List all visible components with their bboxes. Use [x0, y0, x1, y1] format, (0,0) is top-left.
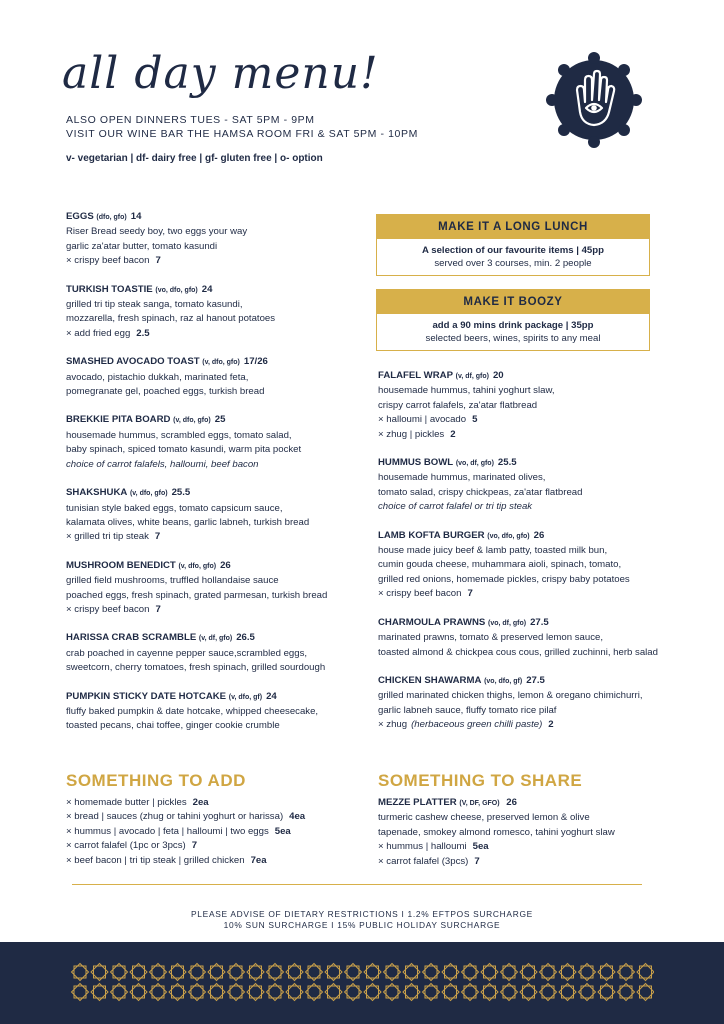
pattern-tile [306, 984, 323, 1001]
addon-text: × crispy beef bacon [66, 255, 150, 267]
item-name: MEZZE PLATTER [378, 797, 457, 808]
pattern-tile [462, 964, 479, 981]
item-name: MUSHROOM BENEDICT [66, 559, 176, 571]
item-price: 27.5 [530, 616, 549, 628]
pattern-tile [403, 964, 420, 981]
geometric-pattern-icon [70, 962, 654, 1002]
share-list [378, 796, 678, 869]
footer [0, 909, 724, 931]
pattern-tile [618, 964, 635, 981]
item-desc: housemade hummus, marinated olives, [378, 472, 546, 484]
menu-item [378, 616, 678, 660]
item-desc: tunisian style baked eggs, tomato capsicum sauce, [66, 502, 283, 514]
item-name: HUMMUS BOWL [378, 457, 454, 469]
item-header [66, 355, 356, 370]
pattern-tile [442, 984, 459, 1001]
menu-item [378, 674, 678, 733]
menu-item [378, 369, 678, 442]
addon-price: 5ea [472, 841, 489, 853]
add-item [66, 825, 366, 839]
item-desc: turmeric cashew cheese, preserved lemon & olive [378, 812, 590, 824]
hamsa-hand-icon [544, 50, 644, 150]
item-price: 25.5 [171, 487, 191, 499]
pattern-tile [618, 984, 635, 1001]
item-tags: (vo, dfo, gfo) [487, 532, 530, 540]
item-desc: toasted almond & chickpea cous cous, grilled zuchinni, herb salad [378, 646, 658, 658]
item-header [378, 456, 678, 471]
item-desc: avocado, pistachio dukkah, marinated feta, [66, 371, 249, 383]
pattern-tile [637, 964, 654, 981]
pattern-tile [501, 984, 518, 1001]
pattern-tile [520, 964, 537, 981]
item-desc: grilled red onions, homemade pickles, crispy baby potatoes [378, 573, 630, 585]
add-item [66, 810, 366, 824]
item-header [66, 283, 356, 298]
menu-item [66, 283, 356, 342]
pattern-tile [130, 964, 147, 981]
item-desc: house made juicy beef & lamb patty, toasted milk bun, [378, 545, 608, 557]
item-name: CHICKEN SHAWARMA [378, 674, 482, 686]
item-price: 27.5 [526, 674, 545, 686]
addon-price: 2 [548, 719, 554, 731]
pattern-tile [637, 984, 654, 1001]
item-name: LAMB KOFTA BURGER [378, 529, 485, 541]
something-to-share-title: SOMETHING TO SHARE [378, 771, 583, 790]
item-price: 25.5 [497, 457, 517, 469]
left-menu [66, 210, 356, 748]
item-tags: (v, dfo, gfo) [202, 359, 240, 367]
pattern-tile [384, 964, 401, 981]
item-price: 24 [266, 690, 277, 702]
item-price: 24 [201, 283, 213, 295]
item-desc: Riser Bread seedy boy, two eggs your way [66, 226, 248, 238]
add-item [66, 796, 366, 810]
pattern-tile [540, 964, 557, 981]
item-desc: sweetcorn, cherry tomatoes, fresh spinach, grilled sourdough [66, 662, 326, 674]
menu-item [66, 559, 356, 618]
item-header [378, 674, 678, 689]
item-price: 26 [220, 559, 231, 571]
item-desc: kalamata olives, white beans, garlic labneh, turkish bread [66, 516, 310, 528]
pattern-tile [228, 964, 245, 981]
pattern-tile [598, 964, 615, 981]
boozy-title: MAKE IT BOOZY [377, 290, 649, 314]
item-desc: baby spinach, spiced tomato kasundi, warm pita pocket [66, 444, 302, 456]
long-lunch-box [376, 214, 650, 276]
addon-text: × add fried egg [66, 327, 131, 339]
item-header [378, 369, 678, 384]
pattern-tile [72, 964, 89, 981]
pattern-tile [111, 964, 128, 981]
menu-item [66, 413, 356, 472]
item-name: SHAKSHUKA [66, 487, 128, 499]
pattern-tile [481, 984, 498, 1001]
item-addon [378, 428, 678, 442]
item-name: CHARMOULA PRAWNS [378, 616, 486, 628]
item-name: BREKKIE PITA BOARD [66, 414, 171, 426]
item-tags: (v, dfo, gfo) [129, 490, 168, 498]
addon-text: × crispy beef bacon [378, 588, 462, 600]
pattern-tile [189, 964, 206, 981]
item-tags: (V, DF, GFO) [459, 800, 500, 807]
pattern-tile [325, 964, 342, 981]
item-header [66, 690, 356, 705]
item-price: 25 [214, 414, 226, 426]
item-tags: (dfo, gfo) [96, 214, 127, 221]
item-price: 20 [492, 370, 504, 381]
item-desc: tapenade, smokey almond romesco, tahini yoghurt slaw [378, 826, 615, 838]
pattern-tile [267, 984, 284, 1001]
boozy-offer: add a 90 mins drink package | 35pp [432, 320, 594, 331]
item-tags: (v, df, gfo) [455, 373, 489, 380]
item-desc: garlic labneh sauce, fluffy tomato rice pilaf [378, 704, 557, 716]
menu-item [66, 210, 356, 269]
pattern-tile [520, 984, 537, 1001]
item-name: FALAFEL WRAP [378, 370, 453, 381]
long-lunch-detail: served over 3 courses, min. 2 people [434, 258, 592, 269]
addon-text: × beef bacon | tri tip steak | grilled chicken [66, 854, 245, 866]
item-addon [378, 413, 678, 427]
item-price: 26 [533, 529, 545, 541]
item-header [66, 559, 356, 574]
boozy-detail: selected beers, wines, spirits to any meal [425, 333, 601, 344]
item-header [378, 616, 678, 631]
item-desc: crab poached in cayenne pepper sauce,scrambled eggs, [66, 647, 308, 659]
boozy-box [376, 289, 650, 351]
dietary-key: v- vegetarian | df- dairy free | gf- gluten free | o- option [66, 153, 323, 164]
item-desc: housemade hummus, tahini yoghurt slaw, [378, 385, 555, 397]
addon-text: × zhug | pickles [378, 428, 445, 440]
pattern-tile [384, 984, 401, 1001]
add-item [66, 854, 366, 868]
long-lunch-title: MAKE IT A LONG LUNCH [377, 215, 649, 239]
item-desc: garlic za'atar butter, tomato kasundi [66, 240, 218, 252]
item-tags: (vo, df, gfo) [487, 619, 527, 627]
addon-price: 7ea [250, 854, 267, 866]
addon-text: × carrot falafel (1pc or 3pcs) [66, 840, 186, 852]
dinner-hours: ALSO OPEN DINNERS TUES - SAT 5PM - 9PM [66, 114, 315, 126]
footer-line-2: 10% SUN SURCHARGE I 15% PUBLIC HOLIDAY SURCHARGE [223, 920, 501, 930]
item-desc: pomegranate gel, poached eggs, turkish bread [66, 386, 265, 398]
menu-item [66, 486, 356, 545]
addon-price: 2.5 [136, 327, 150, 339]
item-addon [378, 587, 678, 601]
pattern-tile [403, 984, 420, 1001]
item-header [66, 486, 356, 501]
pattern-tile [501, 964, 518, 981]
item-tags: (v, dfo, gfo) [178, 562, 217, 570]
pattern-tile [208, 964, 225, 981]
item-addon [66, 327, 356, 341]
addon-text: × crispy beef bacon [66, 603, 150, 615]
item-header [66, 631, 356, 646]
addon-price: 7 [191, 840, 198, 852]
item-desc: poached eggs, fresh spinach, grated parmesan, turkish bread [66, 589, 328, 601]
pattern-tile [150, 964, 167, 981]
addon-price: 4ea [289, 811, 306, 823]
addon-note: (herbaceous green chilli paste) [411, 719, 543, 731]
pattern-tile [72, 984, 89, 1001]
addon-text: × carrot falafel (3pcs) [378, 855, 469, 867]
item-desc: fluffy baked pumpkin & date hotcake, whipped cheesecake, [66, 705, 319, 717]
item-addon [66, 254, 356, 268]
pattern-tile [462, 984, 479, 1001]
item-desc: toasted pecans, chai toffee, ginger cookie crumble [66, 720, 280, 732]
pattern-tile [286, 964, 303, 981]
addon-text: × zhug [378, 719, 408, 731]
item-price: 17/26 [243, 356, 268, 368]
pattern-tile [579, 984, 596, 1001]
item-header [378, 529, 678, 544]
item-desc: crispy carrot falafels, za'atar flatbread [378, 399, 538, 411]
pattern-tile [286, 984, 303, 1001]
item-desc: cumin gouda cheese, muhammara aioli, spinach, tomato, [378, 559, 622, 571]
item-name: SMASHED AVOCADO TOAST [66, 356, 200, 368]
pattern-tile [228, 984, 245, 1001]
addon-text: × bread | sauces (zhug or tahini yoghurt or harissa) [66, 811, 284, 823]
item-desc: grilled tri tip steak sanga, tomato kasundi, [66, 299, 243, 311]
pattern-tile [423, 964, 440, 981]
item-desc: marinated prawns, tomato & preserved lemon sauce, [378, 632, 604, 644]
pattern-tile [208, 984, 225, 1001]
something-to-add-title: SOMETHING TO ADD [66, 771, 246, 790]
pattern-tile [559, 984, 576, 1001]
item-desc: grilled field mushrooms, truffled hollandaise sauce [66, 575, 279, 587]
addon-text: × hummus | avocado | feta | halloumi | two eggs [66, 825, 269, 837]
item-tags: (vo, df, gfo) [455, 460, 494, 468]
pattern-tile [111, 984, 128, 1001]
addon-price: 7 [474, 855, 480, 867]
pattern-tile [130, 984, 147, 1001]
pattern-tile [325, 984, 342, 1001]
pattern-tile [169, 984, 186, 1001]
addon-text: × halloumi | avocado [378, 414, 467, 426]
item-header [66, 413, 356, 428]
addon-price: 5 [472, 414, 478, 426]
item-name: TURKISH TOASTIE [66, 283, 153, 295]
addon-price: 7 [154, 531, 161, 543]
addon-price: 7 [155, 603, 161, 615]
pattern-tile [91, 984, 108, 1001]
item-tags: (v, df, gfo) [198, 635, 233, 643]
item-header [66, 210, 356, 225]
pattern-tile [579, 964, 596, 981]
right-menu [378, 369, 678, 747]
menu-item [66, 631, 356, 675]
wine-bar-hours: VISIT OUR WINE BAR THE HAMSA ROOM FRI & SAT 5PM - 10PM [66, 128, 418, 140]
pattern-tile [364, 964, 381, 981]
addon-price: 2 [450, 428, 456, 440]
item-addon [66, 530, 356, 544]
pattern-tile [364, 984, 381, 1001]
menu-item [378, 529, 678, 602]
pattern-tile [150, 984, 167, 1001]
item-name: HARISSA CRAB SCRAMBLE [66, 632, 197, 644]
divider [72, 884, 642, 885]
item-price: 14 [130, 211, 142, 222]
pattern-tile [481, 964, 498, 981]
addon-price: 7 [155, 255, 161, 267]
add-list [66, 796, 366, 868]
item-addon [66, 603, 356, 617]
item-choice: choice of carrot falafels, halloumi, beef bacon [66, 458, 259, 470]
item-desc: housemade hummus, scrambled eggs, tomato salad, [66, 429, 292, 441]
item-tags: (v, dfo, gfo) [173, 417, 211, 425]
menu-item [66, 355, 356, 399]
pattern-tile [247, 964, 264, 981]
item-choice: choice of carrot falafel or tri tip steak [378, 501, 533, 513]
item-addon [378, 718, 678, 732]
item-desc: grilled marinated chicken thighs, lemon & oregano chimichurri, [378, 690, 643, 702]
item-name: EGGS [66, 211, 94, 222]
addon-text: × homemade butter | pickles [66, 797, 187, 808]
item-addon [378, 840, 678, 854]
item-addon [378, 855, 678, 869]
pattern-tile [540, 984, 557, 1001]
item-desc: tomato salad, crispy chickpeas, za'atar flatbread [378, 486, 583, 498]
pattern-tile [423, 984, 440, 1001]
item-tags: (vo, dfo, gf) [484, 677, 523, 685]
pattern-tile [189, 984, 206, 1001]
item-tags: (vo, dfo, gfo) [155, 286, 198, 294]
pattern-tile [598, 984, 615, 1001]
item-desc: mozzarella, fresh spinach, raz al hanout potatoes [66, 313, 276, 325]
footer-line-1: PLEASE ADVISE OF DIETARY RESTRICTIONS I 1.2% EFTPOS SURCHARGE [191, 909, 533, 919]
addon-text: × grilled tri tip steak [66, 531, 149, 543]
pattern-tile [247, 984, 264, 1001]
pattern-tile [306, 964, 323, 981]
add-item [66, 839, 366, 853]
addon-text: × hummus | halloumi [378, 841, 467, 853]
pattern-tile [442, 964, 459, 981]
menu-item [66, 690, 356, 734]
addon-price: 5ea [274, 825, 291, 837]
long-lunch-offer: A selection of our favourite items | 45pp [422, 245, 604, 256]
item-name: PUMPKIN STICKY DATE HOTCAKE [66, 690, 227, 702]
menu-title: all day menu! [62, 48, 379, 99]
addon-price: 7 [467, 588, 473, 600]
pattern-tile [345, 984, 362, 1001]
pattern-tile [345, 964, 362, 981]
pattern-tile [169, 964, 186, 981]
item-price: 26.5 [236, 632, 255, 644]
addon-price: 2ea [192, 797, 209, 808]
item-price: 26 [506, 797, 517, 808]
pattern-tile [559, 964, 576, 981]
pattern-tile [91, 964, 108, 981]
item-tags: (v, dfo, gf) [228, 693, 263, 701]
menu-item [378, 456, 678, 515]
pattern-tile [267, 964, 284, 981]
